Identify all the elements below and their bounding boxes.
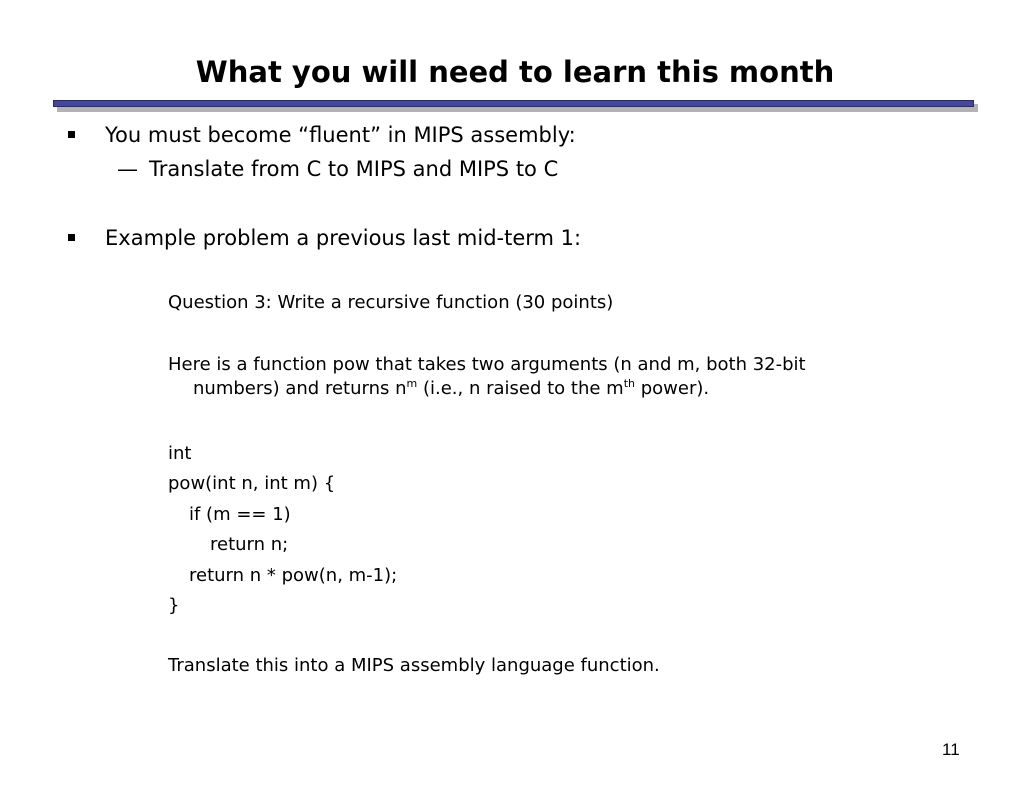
question-heading: Question 3: Write a recursive function (30 points) [168,292,614,313]
page-number: 11 [942,740,960,759]
dash-bullet-icon: — [117,157,138,181]
description-text-c: power). [635,378,710,399]
sub-bullet-text: Translate from C to MIPS and MIPS to C [149,157,559,181]
description-line-2 [168,377,806,401]
superscript-m: m [406,377,418,390]
code-line: int [168,443,192,464]
description-text-b: (i.e., n raised to the m [417,378,624,399]
code-line: } [168,595,180,617]
problem-description [168,353,806,401]
superscript-th: th [623,377,635,390]
slide-title: What you will need to learn this month [195,55,835,89]
square-bullet-icon [68,131,75,138]
instruction-text: Translate this into a MIPS assembly language function. [168,655,660,676]
bullet-text: You must become “fluent” in MIPS assembly: [105,123,576,147]
code-line: return n * pow(n, m-1); [189,564,398,586]
description-text-a: numbers) and returns n [193,378,407,399]
square-bullet-icon [68,234,75,241]
description-line-1: Here is a function pow that takes two arguments (n and m, both 32-bit [168,354,806,375]
code-line: if (m == 1) [189,503,291,525]
code-line: return n; [210,534,289,556]
bullet-text: Example problem a previous last mid-term 1: [105,226,582,250]
code-line: pow(int n, int m) { [168,473,336,495]
title-rule [53,100,974,107]
code-block [168,439,397,621]
